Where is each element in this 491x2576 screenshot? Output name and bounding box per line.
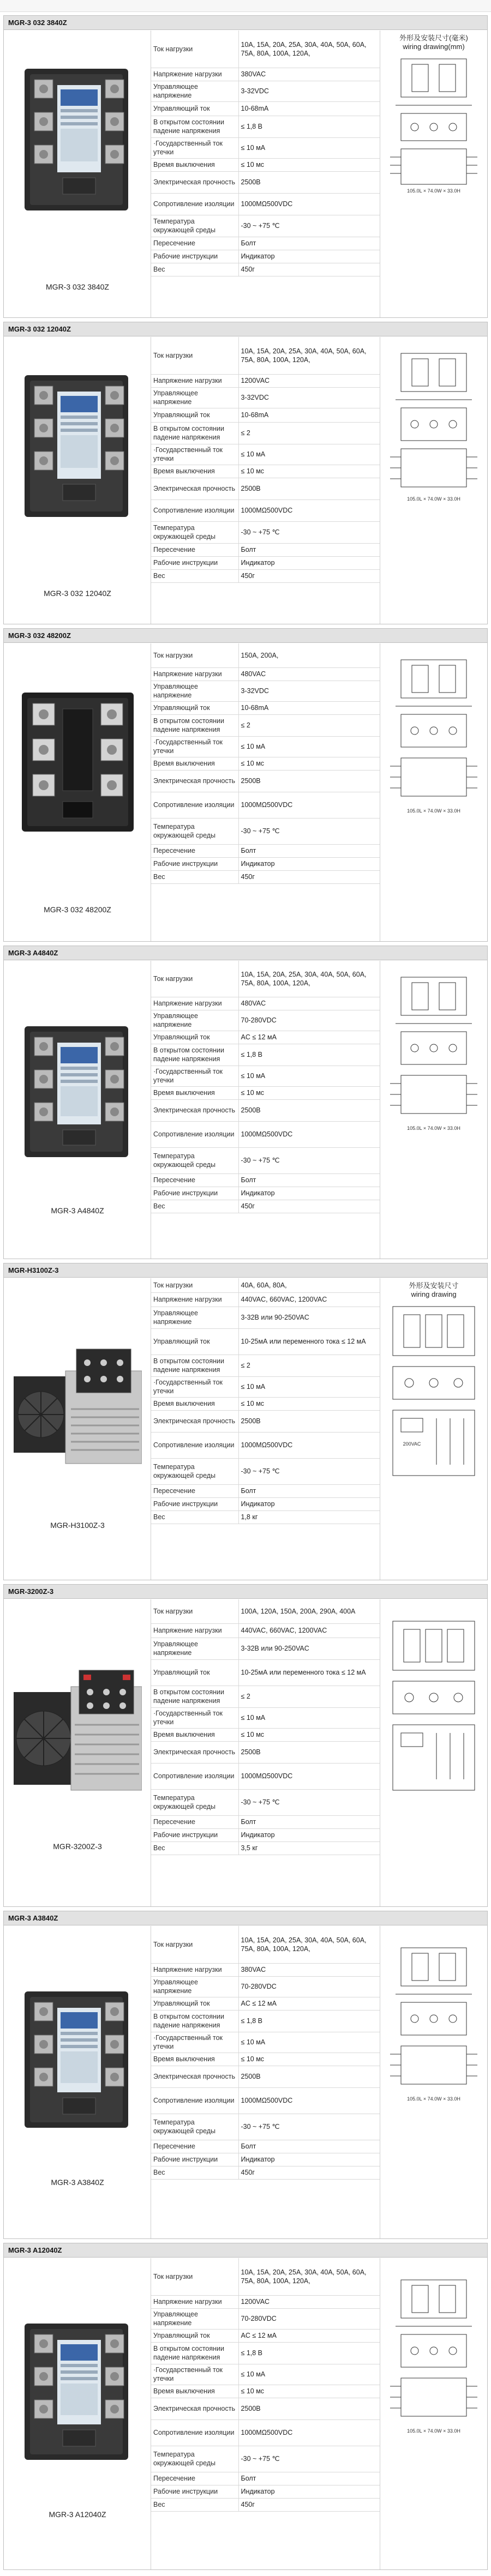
spec-table <box>151 337 380 583</box>
value-insulation: 1000MΩ500VDC <box>238 792 380 818</box>
label-voltage: Напряжение нагрузки <box>151 1963 238 1976</box>
label-mount: Пересечение <box>151 2140 238 2153</box>
label-control-voltage: Управляющее напряжение <box>151 81 238 101</box>
value-voltage: 1200VAC <box>238 374 380 387</box>
product-section <box>3 1263 488 1580</box>
label-mount: Пересечение <box>151 1173 238 1187</box>
label-control-voltage: Управляющее напряжение <box>151 1638 238 1659</box>
value-strength: 2500В <box>238 2398 380 2419</box>
label-off-time: Время выключения <box>151 2385 238 2398</box>
label-control-current: Управляющий ток <box>151 1328 238 1355</box>
wiring-column <box>380 2258 487 2569</box>
value-control-voltage: 3-32VDC <box>238 681 380 701</box>
label-strength: Электрическая прочность <box>151 171 238 193</box>
section-title: MGR-3 A3840Z <box>4 1911 487 1925</box>
value-current: 150A, 200A, <box>238 643 380 667</box>
product-photo-column <box>4 2258 151 2569</box>
value-mount: Болт <box>238 2140 380 2153</box>
wiring-column <box>380 1599 487 1906</box>
value-strength: 2500В <box>238 1099 380 1121</box>
value-insulation: 1000MΩ500VDC <box>238 193 380 215</box>
label-mount: Пересечение <box>151 237 238 250</box>
label-temperature: Температура окружающей среды <box>151 818 238 844</box>
spec-table-column <box>151 1278 380 1580</box>
label-insulation: Сопротивление изоляции <box>151 2087 238 2114</box>
label-insulation: Сопротивление изоляции <box>151 1121 238 1147</box>
value-weight: 450г <box>238 1200 380 1213</box>
label-voltage: Напряжение нагрузки <box>151 997 238 1010</box>
product-caption: MGR-3 A12040Z <box>49 2510 106 2519</box>
label-current: Ток нагрузки <box>151 2258 238 2295</box>
value-off-time: ≤ 10 мс <box>238 465 380 478</box>
wiring-title-cn: 外形及安装尺寸(毫米) <box>399 34 468 42</box>
label-drop: В открытом состоянии падение напряжения <box>151 116 238 137</box>
label-drop: В открытом состоянии падение напряжения <box>151 1044 238 1066</box>
spec-table <box>151 1926 380 2180</box>
label-weight: Вес <box>151 263 238 276</box>
value-mount: Болт <box>238 1484 380 1497</box>
label-voltage: Напряжение нагрузки <box>151 2295 238 2308</box>
product-caption: MGR-3 032 12040Z <box>44 589 111 598</box>
section-title: MGR-3 032 12040Z <box>4 322 487 336</box>
value-drop: ≤ 2 <box>238 422 380 444</box>
label-drop: В открытом состоянии падение напряжения <box>151 2010 238 2032</box>
product-photo-column <box>4 1926 151 2238</box>
value-temperature: -30 ~ +75 ℃ <box>238 1458 380 1484</box>
ssr-module-photo <box>14 1986 142 2139</box>
value-current: 10A, 15A, 20A, 25A, 30A, 40A, 50A, 60A, 75A, 80A, 100A, 120A, <box>238 31 380 68</box>
product-photo-column <box>4 337 151 624</box>
label-leak: ·Государственный ток утечки <box>151 444 238 465</box>
value-voltage: 380VAC <box>238 1963 380 1976</box>
label-mount: Пересечение <box>151 543 238 556</box>
label-current: Ток нагрузки <box>151 1926 238 1963</box>
wiring-diagram <box>382 1301 486 1497</box>
label-indicator: Рабочие инструкции <box>151 1187 238 1200</box>
label-temperature: Температура окружающей среды <box>151 1789 238 1815</box>
label-temperature: Температура окружающей среды <box>151 1147 238 1173</box>
spec-table-column <box>151 2258 380 2569</box>
value-drop: ≤ 1,8 B <box>238 116 380 137</box>
value-indicator: Индикатор <box>238 1187 380 1200</box>
label-indicator: Рабочие инструкции <box>151 2485 238 2498</box>
label-control-voltage: Управляющее напряжение <box>151 1976 238 1997</box>
label-drop: В открытом состоянии падение напряжения <box>151 2342 238 2364</box>
section-title: MGR-3200Z-3 <box>4 1585 487 1599</box>
label-strength: Электрическая прочность <box>151 1741 238 1763</box>
spec-table <box>151 1278 380 1524</box>
value-indicator: Индикатор <box>238 250 380 263</box>
value-off-time: ≤ 10 мс <box>238 158 380 171</box>
label-indicator: Рабочие инструкции <box>151 1497 238 1510</box>
wiring-dimension: 105.0L × 74.0W × 33.0H <box>407 2096 460 2102</box>
label-weight: Вес <box>151 1200 238 1213</box>
wiring-diagram <box>385 2274 483 2438</box>
label-mount: Пересечение <box>151 844 238 857</box>
wiring-dimension: 105.0L × 74.0W × 33.0H <box>407 188 460 194</box>
spec-table-column <box>151 961 380 1259</box>
label-drop: В открытом состоянии падение напряжения <box>151 714 238 736</box>
value-off-time: ≤ 10 мс <box>238 2385 380 2398</box>
value-temperature: -30 ~ +75 ℃ <box>238 1147 380 1173</box>
wiring-diagram <box>385 1942 483 2106</box>
value-temperature: -30 ~ +75 ℃ <box>238 215 380 237</box>
label-indicator: Рабочие инструкции <box>151 857 238 870</box>
value-mount: Болт <box>238 237 380 250</box>
value-leak: ≤ 10 мА <box>238 1066 380 1086</box>
value-leak: ≤ 10 мА <box>238 1376 380 1397</box>
label-weight: Вес <box>151 870 238 883</box>
value-temperature: -30 ~ +75 ℃ <box>238 1789 380 1815</box>
value-insulation: 1000MΩ500VDC <box>238 1763 380 1789</box>
value-control-current: 10-68mA <box>238 101 380 116</box>
label-weight: Вес <box>151 569 238 582</box>
value-strength: 2500В <box>238 171 380 193</box>
wiring-column <box>380 337 487 624</box>
label-voltage: Напряжение нагрузки <box>151 374 238 387</box>
value-leak: ≤ 10 мА <box>238 1707 380 1728</box>
section-title: MGR-3 032 3840Z <box>4 16 487 30</box>
label-off-time: Время выключения <box>151 1728 238 1741</box>
product-photo-column <box>4 31 151 317</box>
label-insulation: Сопротивление изоляции <box>151 2419 238 2446</box>
label-control-current: Управляющий ток <box>151 1659 238 1686</box>
label-leak: ·Государственный ток утечки <box>151 1066 238 1086</box>
value-voltage: 1200VAC <box>238 2295 380 2308</box>
value-indicator: Индикатор <box>238 2485 380 2498</box>
value-current: 10A, 15A, 20A, 25A, 30A, 40A, 50A, 60A, 75A, 80A, 100A, 120A, <box>238 2258 380 2295</box>
label-current: Ток нагрузки <box>151 1278 238 1292</box>
label-off-time: Время выключения <box>151 1086 238 1099</box>
label-indicator: Рабочие инструкции <box>151 1828 238 1841</box>
value-drop: ≤ 1,8 B <box>238 2010 380 2032</box>
value-drop: ≤ 2 <box>238 1355 380 1376</box>
value-temperature: -30 ~ +75 ℃ <box>238 818 380 844</box>
label-weight: Вес <box>151 2498 238 2511</box>
label-control-voltage: Управляющее напряжение <box>151 2308 238 2329</box>
spec-table <box>151 2258 380 2512</box>
ssr-module-photo <box>14 687 142 845</box>
value-weight: 450г <box>238 569 380 582</box>
value-drop: ≤ 2 <box>238 1686 380 1707</box>
label-current: Ток нагрузки <box>151 1599 238 1623</box>
value-leak: ≤ 10 мА <box>238 2032 380 2053</box>
label-temperature: Температура окружающей среды <box>151 2114 238 2140</box>
product-section <box>3 15 488 318</box>
value-drop: ≤ 1,8 B <box>238 2342 380 2364</box>
wiring-title-en: wiring drawing <box>411 1290 457 1298</box>
value-control-voltage: 70-280VDC <box>238 2308 380 2329</box>
heatsink-ssr-photo <box>14 1665 142 1801</box>
ssr-module-photo <box>14 2318 142 2471</box>
label-voltage: Напряжение нагрузки <box>151 68 238 81</box>
product-photo-column <box>4 643 151 941</box>
label-insulation: Сопротивление изоляции <box>151 1763 238 1789</box>
label-control-voltage: Управляющее напряжение <box>151 387 238 408</box>
value-voltage: 480VAC <box>238 997 380 1010</box>
product-caption: MGR-3 A4840Z <box>51 1206 104 1215</box>
value-voltage: 380VAC <box>238 68 380 81</box>
value-control-voltage: 70-280VDC <box>238 1010 380 1031</box>
value-strength: 2500В <box>238 1741 380 1763</box>
wiring-diagram <box>385 654 483 818</box>
label-insulation: Сопротивление изоляции <box>151 193 238 215</box>
label-mount: Пересечение <box>151 2472 238 2485</box>
product-caption: MGR-3200Z-3 <box>53 1842 102 1851</box>
value-indicator: Индикатор <box>238 1497 380 1510</box>
product-section <box>3 946 488 1259</box>
value-weight: 450г <box>238 2166 380 2179</box>
value-insulation: 1000MΩ500VDC <box>238 2419 380 2446</box>
label-leak: ·Государственный ток утечки <box>151 1707 238 1728</box>
value-weight: 1,8 кг <box>238 1510 380 1524</box>
value-mount: Болт <box>238 1815 380 1828</box>
label-temperature: Температура окружающей среды <box>151 521 238 543</box>
ssr-module-photo <box>14 370 142 528</box>
label-indicator: Рабочие инструкции <box>151 2153 238 2166</box>
value-indicator: Индикатор <box>238 556 380 569</box>
wiring-diagram <box>385 348 483 506</box>
label-mount: Пересечение <box>151 1484 238 1497</box>
label-drop: В открытом состоянии падение напряжения <box>151 422 238 444</box>
product-photo-column <box>4 1278 151 1580</box>
value-control-current: 10-25мА или переменного тока ≤ 12 мА <box>238 1659 380 1686</box>
value-voltage: 440VAC, 660VAC, 1200VAC <box>238 1292 380 1307</box>
wiring-column <box>380 1278 487 1580</box>
label-control-current: Управляющий ток <box>151 701 238 714</box>
value-weight: 450г <box>238 870 380 883</box>
label-leak: ·Государственный ток утечки <box>151 736 238 757</box>
value-insulation: 1000MΩ500VDC <box>238 1432 380 1458</box>
value-mount: Болт <box>238 543 380 556</box>
label-strength: Электрическая прочность <box>151 2066 238 2087</box>
wiring-dimension: 105.0L × 74.0W × 33.0H <box>407 496 460 502</box>
value-current: 10A, 15A, 20A, 25A, 30A, 40A, 50A, 60A, 75A, 80A, 100A, 120A, <box>238 337 380 374</box>
label-control-voltage: Управляющее напряжение <box>151 1010 238 1031</box>
value-voltage: 480VAC <box>238 667 380 681</box>
wiring-column <box>380 1926 487 2238</box>
wiring-column <box>380 961 487 1259</box>
label-weight: Вес <box>151 2166 238 2179</box>
value-control-current: AC ≤ 12 мА <box>238 1997 380 2010</box>
value-control-current: 10-68mA <box>238 408 380 422</box>
value-current: 40A, 60A, 80A, <box>238 1278 380 1292</box>
value-off-time: ≤ 10 мс <box>238 1397 380 1410</box>
value-indicator: Индикатор <box>238 2153 380 2166</box>
value-indicator: Индикатор <box>238 857 380 870</box>
value-temperature: -30 ~ +75 ℃ <box>238 2446 380 2472</box>
value-weight: 3,5 кг <box>238 1841 380 1855</box>
value-drop: ≤ 2 <box>238 714 380 736</box>
wiring-title-cn: 外形及安装尺寸 <box>409 1281 459 1290</box>
label-control-voltage: Управляющее напряжение <box>151 1307 238 1328</box>
wiring-diagram <box>385 53 483 195</box>
label-voltage: Напряжение нагрузки <box>151 1292 238 1307</box>
product-caption: MGR-3 032 3840Z <box>46 282 109 291</box>
value-weight: 450г <box>238 263 380 276</box>
product-section <box>3 1911 488 2239</box>
value-control-voltage: 3-32B или 90-250VAC <box>238 1638 380 1659</box>
wiring-diagram <box>385 972 483 1135</box>
label-control-current: Управляющий ток <box>151 2329 238 2342</box>
value-insulation: 1000MΩ500VDC <box>238 499 380 521</box>
value-temperature: -30 ~ +75 ℃ <box>238 2114 380 2140</box>
value-insulation: 1000MΩ500VDC <box>238 2087 380 2114</box>
label-off-time: Время выключения <box>151 757 238 770</box>
product-section <box>3 2243 488 2570</box>
value-indicator: Индикатор <box>238 1828 380 1841</box>
section-title: MGR-3 032 48200Z <box>4 629 487 643</box>
product-section <box>3 1584 488 1907</box>
value-strength: 2500В <box>238 478 380 499</box>
spec-table <box>151 31 380 276</box>
ssr-module-photo <box>14 63 142 221</box>
section-title: MGR-H3100Z-3 <box>4 1263 487 1278</box>
label-leak: ·Государственный ток утечки <box>151 137 238 158</box>
value-mount: Болт <box>238 2472 380 2485</box>
label-off-time: Время выключения <box>151 465 238 478</box>
section-title: MGR-3 A12040Z <box>4 2243 487 2258</box>
label-control-voltage: Управляющее напряжение <box>151 681 238 701</box>
label-off-time: Время выключения <box>151 1397 238 1410</box>
label-control-current: Управляющий ток <box>151 1031 238 1044</box>
value-off-time: ≤ 10 мс <box>238 2053 380 2066</box>
wiring-title-en: wiring drawing(mm) <box>403 43 465 51</box>
value-temperature: -30 ~ +75 ℃ <box>238 521 380 543</box>
value-strength: 2500В <box>238 1410 380 1432</box>
label-insulation: Сопротивление изоляции <box>151 1432 238 1458</box>
product-photo-column <box>4 1599 151 1906</box>
label-current: Ток нагрузки <box>151 337 238 374</box>
label-drop: В открытом состоянии падение напряжения <box>151 1355 238 1376</box>
value-current: 10A, 15A, 20A, 25A, 30A, 40A, 50A, 60A, 75A, 80A, 100A, 120A, <box>238 1926 380 1963</box>
value-control-voltage: 70-280VDC <box>238 1976 380 1997</box>
value-control-current: AC ≤ 12 мА <box>238 1031 380 1044</box>
label-strength: Электрическая прочность <box>151 478 238 499</box>
label-temperature: Температура окружающей среды <box>151 2446 238 2472</box>
value-strength: 2500В <box>238 2066 380 2087</box>
value-insulation: 1000MΩ500VDC <box>238 1121 380 1147</box>
wiring-column <box>380 643 487 941</box>
value-off-time: ≤ 10 мс <box>238 1086 380 1099</box>
section-title: MGR-3 A4840Z <box>4 946 487 960</box>
value-voltage: 440VAC, 660VAC, 1200VAC <box>238 1623 380 1638</box>
spec-table-column <box>151 1926 380 2238</box>
wiring-diagram <box>382 1616 486 1812</box>
product-section <box>3 628 488 942</box>
product-caption: MGR-3 A3840Z <box>51 2178 104 2187</box>
value-control-current: AC ≤ 12 мА <box>238 2329 380 2342</box>
spec-table-column <box>151 337 380 624</box>
label-temperature: Температура окружающей среды <box>151 215 238 237</box>
label-voltage: Напряжение нагрузки <box>151 1623 238 1638</box>
value-control-voltage: 3-32B или 90-250VAC <box>238 1307 380 1328</box>
wiring-dimension: 105.0L × 74.0W × 33.0H <box>407 2428 460 2434</box>
wiring-dimension: 105.0L × 74.0W × 33.0H <box>407 808 460 814</box>
label-strength: Электрическая прочность <box>151 2398 238 2419</box>
label-voltage: Напряжение нагрузки <box>151 667 238 681</box>
value-control-voltage: 3-32VDC <box>238 387 380 408</box>
ssr-module-photo <box>14 1021 142 1168</box>
spec-table <box>151 643 380 884</box>
label-indicator: Рабочие инструкции <box>151 556 238 569</box>
label-temperature: Температура окружающей среды <box>151 1458 238 1484</box>
product-section <box>3 322 488 624</box>
spec-table-column <box>151 1599 380 1906</box>
label-insulation: Сопротивление изоляции <box>151 792 238 818</box>
label-control-current: Управляющий ток <box>151 1997 238 2010</box>
label-strength: Электрическая прочность <box>151 1099 238 1121</box>
value-leak: ≤ 10 мА <box>238 2364 380 2385</box>
value-leak: ≤ 10 мА <box>238 444 380 465</box>
label-weight: Вес <box>151 1510 238 1524</box>
value-current: 100A, 120A, 150A, 200A, 290A, 400A <box>238 1599 380 1623</box>
label-indicator: Рабочие инструкции <box>151 250 238 263</box>
label-insulation: Сопротивление изоляции <box>151 499 238 521</box>
value-current: 10A, 15A, 20A, 25A, 30A, 40A, 50A, 60A, 75A, 80A, 100A, 120A, <box>238 961 380 997</box>
spec-table <box>151 1599 380 1855</box>
top-bar <box>0 0 491 12</box>
value-control-current: 10-68mA <box>238 701 380 714</box>
wiring-vac-label: 200VAC <box>403 1441 421 1447</box>
label-leak: ·Государственный ток утечки <box>151 2364 238 2385</box>
value-control-voltage: 3-32VDC <box>238 81 380 101</box>
label-off-time: Время выключения <box>151 158 238 171</box>
value-off-time: ≤ 10 мс <box>238 1728 380 1741</box>
label-current: Ток нагрузки <box>151 961 238 997</box>
value-off-time: ≤ 10 мс <box>238 757 380 770</box>
label-current: Ток нагрузки <box>151 643 238 667</box>
spec-table-column <box>151 31 380 317</box>
value-leak: ≤ 10 мА <box>238 736 380 757</box>
label-control-current: Управляющий ток <box>151 101 238 116</box>
label-mount: Пересечение <box>151 1815 238 1828</box>
value-weight: 450г <box>238 2498 380 2511</box>
wiring-dimension: 105.0L × 74.0W × 33.0H <box>407 1126 460 1131</box>
label-current: Ток нагрузки <box>151 31 238 68</box>
value-drop: ≤ 1,8 B <box>238 1044 380 1066</box>
value-strength: 2500В <box>238 770 380 792</box>
label-drop: В открытом состоянии падение напряжения <box>151 1686 238 1707</box>
label-control-current: Управляющий ток <box>151 408 238 422</box>
value-leak: ≤ 10 мА <box>238 137 380 158</box>
label-off-time: Время выключения <box>151 2053 238 2066</box>
label-strength: Электрическая прочность <box>151 770 238 792</box>
spec-table-column <box>151 643 380 941</box>
spec-table <box>151 961 380 1213</box>
value-mount: Болт <box>238 844 380 857</box>
wiring-column <box>380 31 487 317</box>
label-leak: ·Государственный ток утечки <box>151 1376 238 1397</box>
label-strength: Электрическая прочность <box>151 1410 238 1432</box>
heatsink-ssr-photo <box>14 1333 142 1485</box>
product-photo-column <box>4 961 151 1259</box>
label-weight: Вес <box>151 1841 238 1855</box>
value-mount: Болт <box>238 1173 380 1187</box>
product-caption: MGR-H3100Z-3 <box>50 1521 105 1530</box>
value-control-current: 10-25мА или переменного тока ≤ 12 мА <box>238 1328 380 1355</box>
product-caption: MGR-3 032 48200Z <box>44 905 111 914</box>
label-leak: ·Государственный ток утечки <box>151 2032 238 2053</box>
